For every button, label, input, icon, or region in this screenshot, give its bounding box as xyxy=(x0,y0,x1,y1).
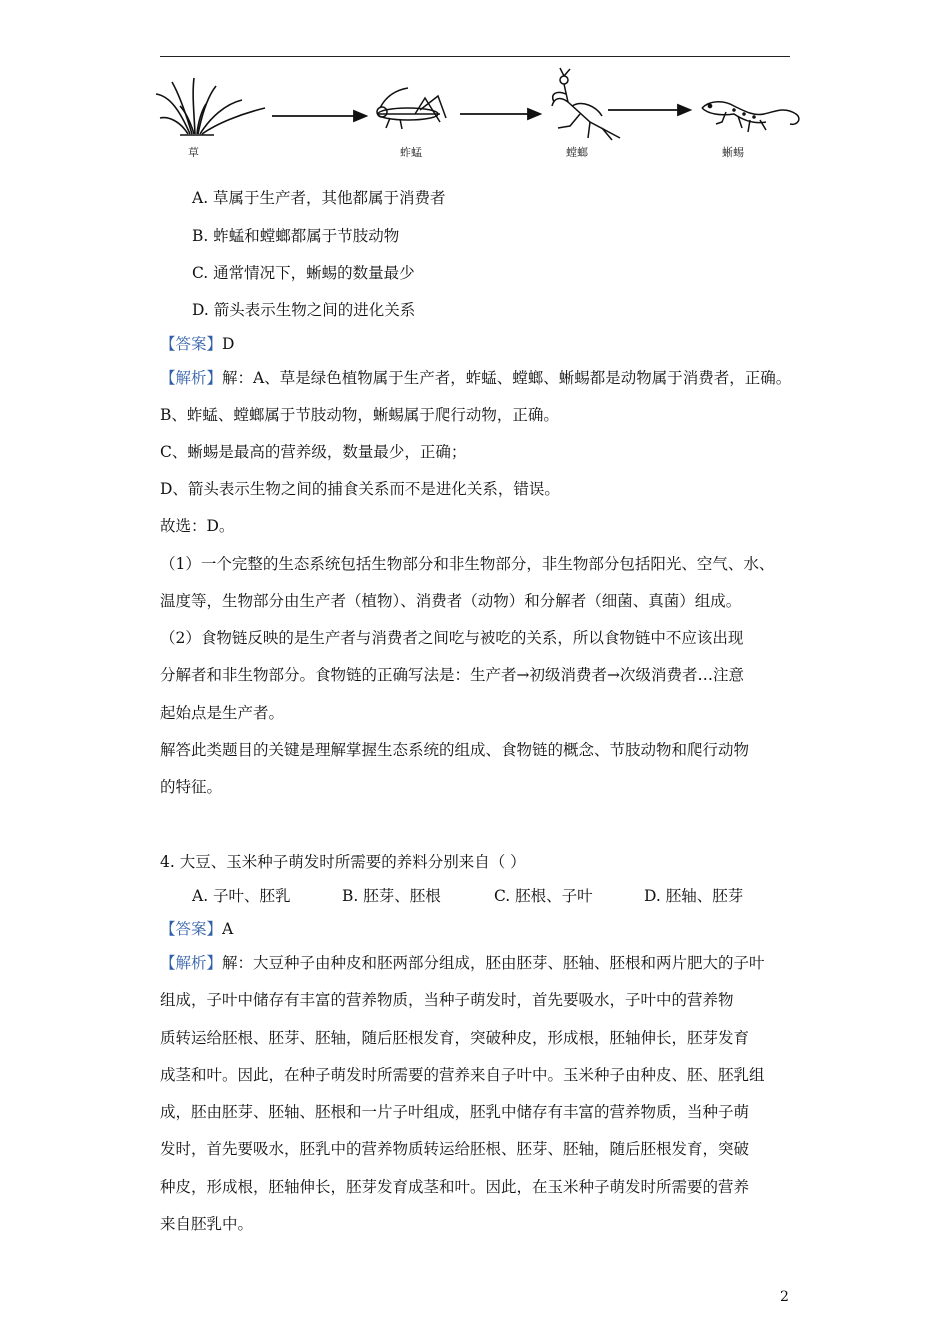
q4-option-d: D. 胚轴、胚芽 xyxy=(644,887,744,905)
q3-option-c: C. 通常情况下，蜥蜴的数量最少 xyxy=(192,264,415,282)
q3-answer-value: D xyxy=(222,335,235,353)
q4-analysis-line: 质转运给胚根、胚芽、胚轴，随后胚根发育，突破种皮，形成根，胚轴伸长，胚芽发育 xyxy=(160,1029,750,1047)
page-number: 2 xyxy=(780,1289,789,1305)
q3-analysis-first xyxy=(160,368,791,388)
q4-answer-value: A xyxy=(222,920,234,938)
q3-analysis-first-text: 解：A、草是绿色植物属于生产者，蚱蜢、螳螂、蜥蜴都是动物属于消费者，正确。 xyxy=(222,369,792,387)
q4-analysis-line: 成茎和叶。因此，在种子萌发时所需要的营养来自子叶中。玉米种子由种皮、胚、胚乳组 xyxy=(160,1066,765,1084)
q3-analysis-line: （2）食物链反映的是生产者与消费者之间吃与被吃的关系，所以食物链中不应该出现 xyxy=(160,629,744,647)
q3-option-d: D. 箭头表示生物之间的进化关系 xyxy=(192,301,416,319)
grasshopper-illustration xyxy=(377,88,446,129)
q3-answer xyxy=(160,334,234,354)
q3-analysis-line: 的特征。 xyxy=(160,778,223,796)
label-grass: 草 xyxy=(188,146,199,159)
q4-analysis-line: 发时，首先要吸水，胚乳中的营养物质转运给胚根、胚芽、胚轴，随后胚根发育，突破 xyxy=(160,1140,750,1158)
q3-analysis-line: D、箭头表示生物之间的捕食关系而不是进化关系，错误。 xyxy=(160,480,560,498)
mantis-illustration xyxy=(552,68,620,140)
q3-option-a: A. 草属于生产者，其他都属于消费者 xyxy=(192,189,446,207)
q3-analysis-line: C、蜥蜴是最高的营养级，数量最少，正确； xyxy=(160,443,467,461)
arrow-3 xyxy=(608,105,690,115)
q3-answer-tag: 【答案】 xyxy=(160,335,223,353)
arrow-2 xyxy=(460,109,540,119)
q3-analysis-line: 温度等，生物部分由生产者（植物）、消费者（动物）和分解者（细菌、真菌）组成。 xyxy=(160,592,742,610)
label-lizard: 蜥蜴 xyxy=(722,146,744,159)
q4-analysis-line: 组成，子叶中储存有丰富的营养物质，当种子萌发时，首先要吸水，子叶中的营养物 xyxy=(160,991,734,1009)
q3-option-b: B. 蚱蜢和螳螂都属于节肢动物 xyxy=(192,227,400,245)
q3-analysis-tag: 【解析】 xyxy=(160,369,223,387)
q4-analysis-line: 成，胚由胚芽、胚轴、胚根和一片子叶组成，胚乳中储存有丰富的营养物质，当种子萌 xyxy=(160,1103,750,1121)
q3-analysis-line: （1）一个完整的生态系统包括生物部分和非生物部分，非生物部分包括阳光、空气、水、 xyxy=(160,555,775,573)
food-chain-drawing xyxy=(150,66,810,166)
q4-option-b: B. 胚芽、胚根 xyxy=(342,887,441,905)
q4-option-c: C. 胚根、子叶 xyxy=(494,887,593,905)
q4-option-a: A. 子叶、胚乳 xyxy=(192,887,291,905)
q4-analysis-line: 种皮，形成根，胚轴伸长，胚芽发育成茎和叶。因此，在玉米种子萌发时所需要的营养 xyxy=(160,1178,750,1196)
q3-analysis-line: 起始点是生产者。 xyxy=(160,704,285,722)
q4-stem: 4. 大豆、玉米种子萌发时所需要的养料分别来自（ ） xyxy=(160,853,526,871)
header-rule xyxy=(160,56,790,57)
arrow-1 xyxy=(272,111,366,121)
q4-analysis-line: 来自胚乳中。 xyxy=(160,1215,254,1233)
q4-answer xyxy=(160,919,233,939)
q4-analysis-tag: 【解析】 xyxy=(160,954,223,972)
label-mantis: 螳螂 xyxy=(566,146,588,159)
grass-illustration xyxy=(156,78,265,135)
q3-analysis-line: 解答此类题目的关键是理解掌握生态系统的组成、食物链的概念、节肢动物和爬行动物 xyxy=(160,741,750,759)
q3-analysis-line: 故选：D。 xyxy=(160,517,235,535)
q3-analysis-line: 分解者和非生物部分。食物链的正确写法是：生产者→初级消费者→次级消费者…注意 xyxy=(160,666,744,684)
label-grasshopper: 蚱蜢 xyxy=(400,146,422,159)
lizard-illustration xyxy=(702,102,799,132)
q4-analysis-first xyxy=(160,953,765,973)
q3-analysis-line: B、蚱蜢、螳螂属于节肢动物，蜥蜴属于爬行动物，正确。 xyxy=(160,406,559,424)
q4-analysis-first-text: 解：大豆种子由种皮和胚两部分组成，胚由胚芽、胚轴、胚根和两片肥大的子叶 xyxy=(222,954,765,972)
food-chain-diagram xyxy=(150,66,810,166)
q4-options xyxy=(192,886,743,906)
q4-answer-tag: 【答案】 xyxy=(160,920,223,938)
